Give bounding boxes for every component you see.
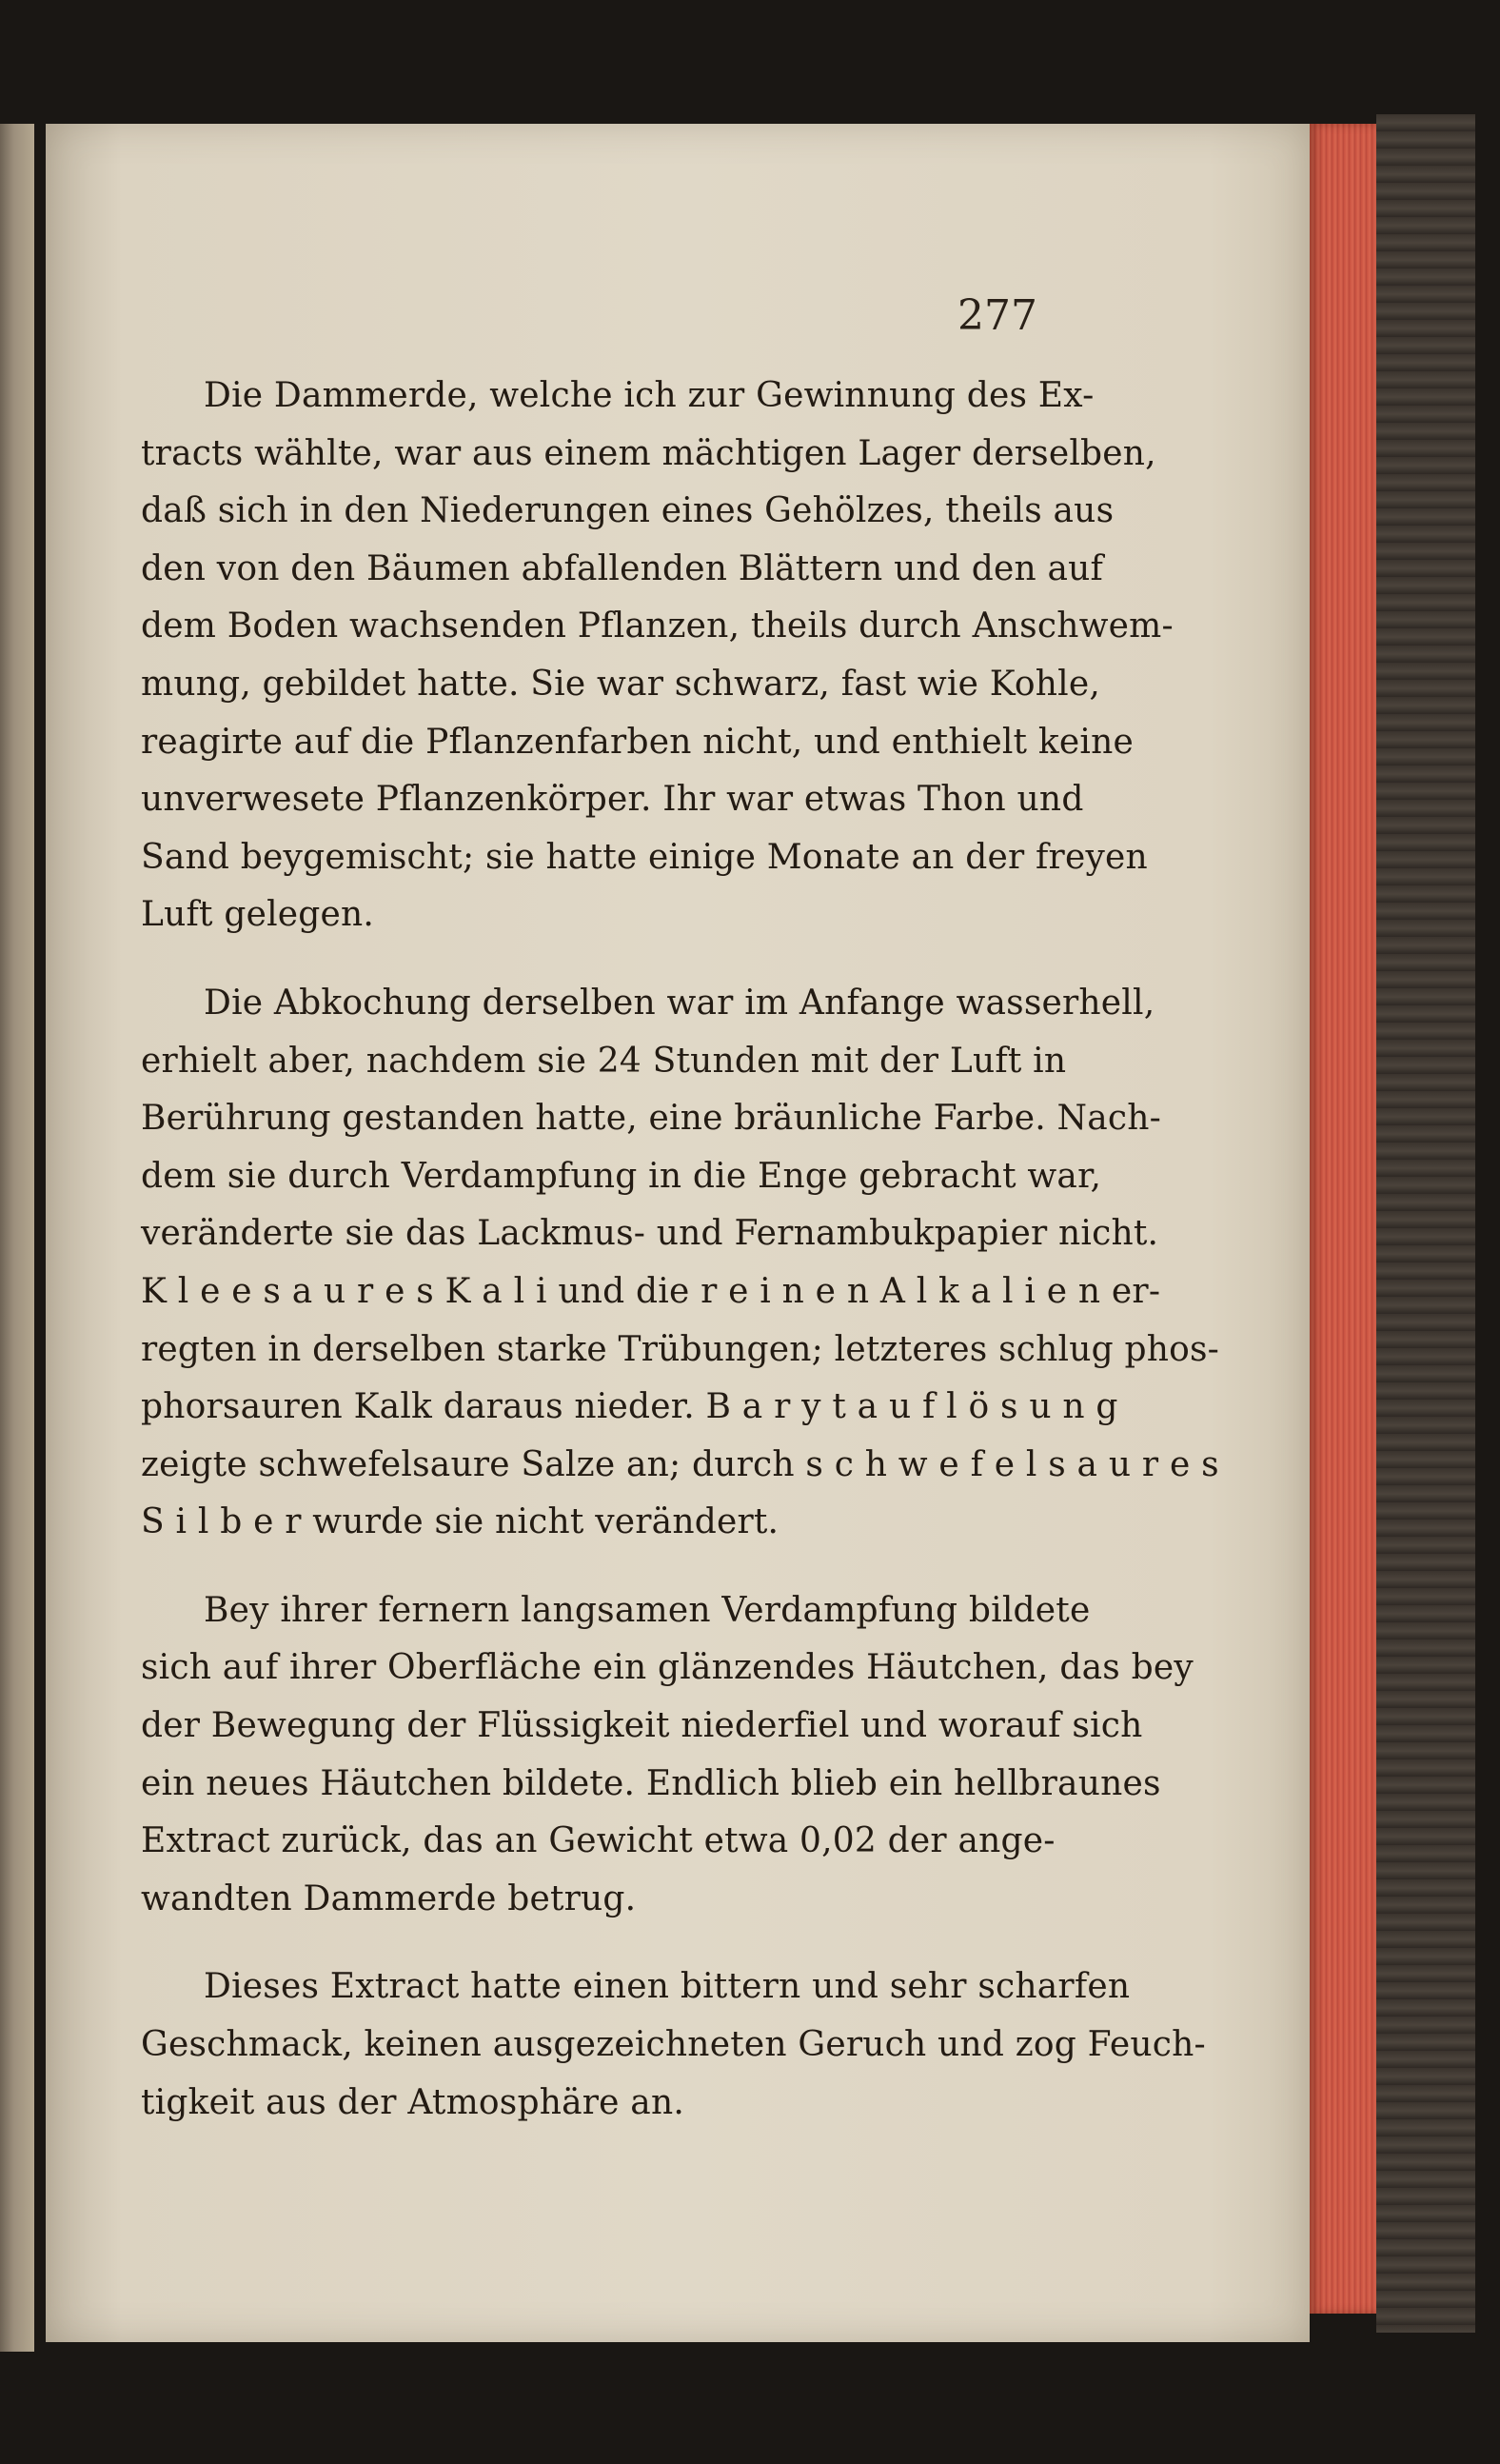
text-line: K l e e s a u r e s K a l i und die r e i n e n A l k a l i e n er- (141, 1271, 1161, 1311)
paragraph-3 (141, 1582, 1194, 1929)
text-line: phorsauren Kalk daraus nieder. B a r y t a u f l ö s u n g (141, 1387, 1118, 1427)
text-line: ein neues Häutchen bildete. Endlich blieb ein hellbraunes (141, 1763, 1161, 1803)
paragraph-4 (141, 1958, 1206, 2132)
paragraph-2 (141, 975, 1220, 1552)
text-line: den von den Bäumen abfallenden Blättern und den auf (141, 548, 1104, 588)
text-line: dem sie durch Verdampfung in die Enge gebracht war, (141, 1156, 1102, 1196)
text-line: wandten Dammerde betrug. (141, 1878, 637, 1918)
text-line: sich auf ihrer Oberfläche ein glänzendes Häutchen, das bey (141, 1648, 1194, 1688)
red-page-edges (1310, 124, 1376, 2314)
text-line: regten in derselben starke Trübungen; letzteres schlug phos- (141, 1329, 1220, 1369)
text-line: erhielt aber, nachdem sie 24 Stunden mit der Luft in (141, 1041, 1067, 1081)
text-line: Extract zurück, das an Gewicht etwa 0,02 der ange- (141, 1821, 1056, 1861)
text-line: tracts wählte, war aus einem mächtigen Lager derselben, (141, 433, 1156, 473)
text-line: S i l b e r wurde sie nicht verändert. (141, 1502, 780, 1542)
body-text (141, 368, 1220, 2162)
text-line: dem Boden wachsenden Pflanzen, theils durch Anschwem- (141, 606, 1174, 646)
text-line: Sand beygemischt; sie hatte einige Monate an der freyen (141, 837, 1148, 877)
text-line: Geschmack, keinen ausgezeichneten Geruch und zog Feuch- (141, 2025, 1206, 2065)
text-line: Bey ihrer fernern langsamen Verdampfung bildete (204, 1590, 1091, 1630)
text-line: unverwesete Pflanzenkörper. Ihr war etwas Thon und (141, 780, 1084, 820)
text-line: Die Dammerde, welche ich zur Gewinnung des Ex- (204, 376, 1095, 415)
text-line: Luft gelegen. (141, 895, 375, 935)
previous-page-edge (0, 124, 34, 2352)
paragraph-1 (141, 368, 1174, 944)
page-number: 277 (957, 291, 1037, 340)
book-cover-edge (1376, 114, 1475, 2333)
text-line: mung, gebildet hatte. Sie war schwarz, fast wie Kohle, (141, 664, 1101, 704)
text-line: daß sich in den Niederungen eines Gehölzes, theils aus (141, 491, 1115, 531)
text-line: zeigte schwefelsaure Salze an; durch s c h w e f e l s a u r e s (141, 1444, 1219, 1484)
text-line: reagirte auf die Pflanzenfarben nicht, und enthielt keine (141, 722, 1134, 762)
text-line: Berührung gestanden hatte, eine bräunliche Farbe. Nach- (141, 1099, 1161, 1139)
text-line: veränderte sie das Lackmus- und Fernambukpapier nicht. (141, 1214, 1159, 1254)
text-line: der Bewegung der Flüssigkeit niederfiel und worauf sich (141, 1706, 1143, 1746)
text-line: Die Abkochung derselben war im Anfange wasserhell, (204, 983, 1155, 1023)
text-line: tigkeit aus der Atmosphäre an. (141, 2082, 684, 2122)
text-line: Dieses Extract hatte einen bittern und sehr scharfen (204, 1967, 1131, 2007)
